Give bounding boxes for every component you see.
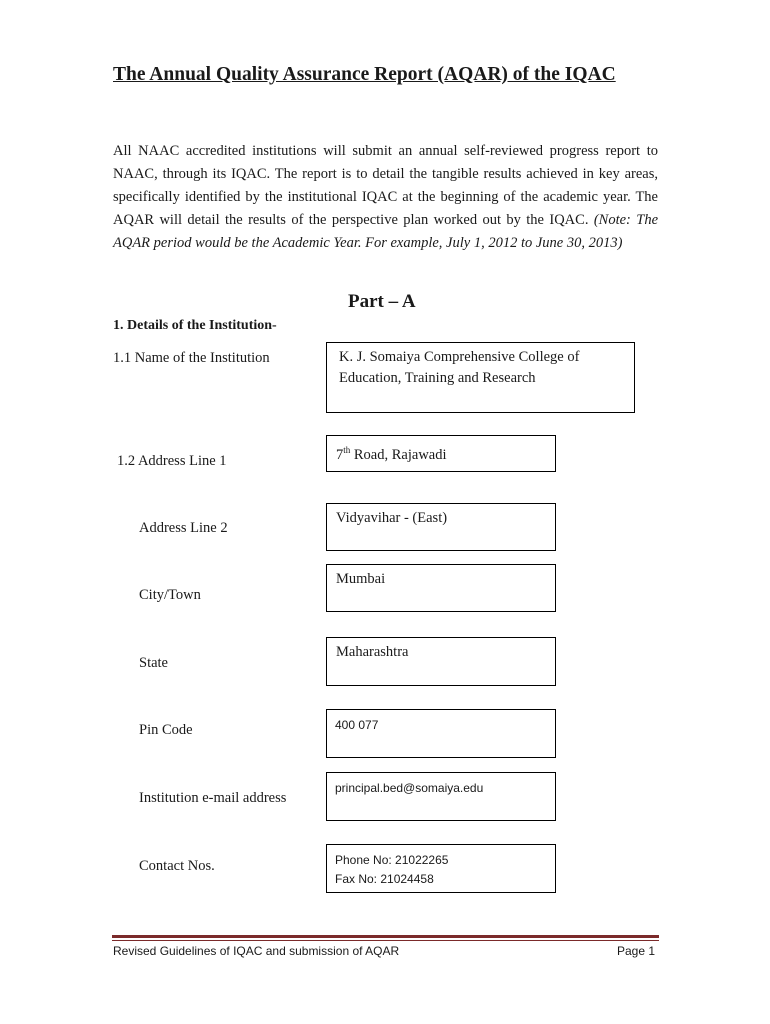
email-value: principal.bed@somaiya.edu	[335, 781, 484, 795]
pin-field[interactable]	[326, 709, 556, 758]
pin-value: 400 077	[335, 718, 379, 732]
city-label: City/Town	[139, 587, 201, 603]
address1-value: Road, Rajawadi	[350, 446, 447, 463]
address1-field[interactable]	[326, 435, 556, 472]
name-label: 1.1 Name of the Institution	[113, 350, 270, 366]
footer-rule-thin	[112, 940, 659, 941]
address1-suffix: th	[343, 445, 351, 455]
address1-number: 7	[336, 446, 344, 463]
city-value: Mumbai	[336, 571, 386, 587]
intro-text: All NAAC accredited institutions will submit an annual self-reviewed progress report to NAAC, through its IQAC. The report is to detail the tangible results achieved in key areas, specifically identified by the institutional IQAC at the beginning of the academic year. The AQAR will detail the results of the perspective plan worked out by the IQAC.	[113, 143, 658, 228]
contact-label: Contact Nos.	[139, 858, 215, 874]
email-field[interactable]	[326, 772, 556, 821]
contact-field[interactable]	[326, 844, 556, 893]
contact-fax: Fax No: 21024458	[335, 872, 434, 886]
pin-label: Pin Code	[139, 722, 193, 738]
name-value: K. J. Somaiya Comprehensive College of Education, Training and Research	[339, 349, 580, 386]
contact-phone: Phone No: 21022265	[335, 853, 449, 867]
email-label: Institution e-mail address	[139, 790, 287, 806]
footer-page-number: Page 1	[617, 944, 656, 958]
intro-paragraph	[113, 140, 658, 255]
section-heading: 1. Details of the Institution-	[113, 318, 277, 333]
address2-field[interactable]	[326, 503, 556, 551]
city-field[interactable]	[326, 564, 556, 612]
part-heading: Part – A	[348, 291, 416, 312]
footer-left: Revised Guidelines of IQAC and submission of AQAR	[113, 944, 400, 958]
footer-rule-thick	[112, 935, 659, 938]
state-field[interactable]	[326, 637, 556, 686]
document-title: The Annual Quality Assurance Report (AQAR) of the IQAC	[113, 64, 616, 85]
address2-value: Vidyavihar - (East)	[336, 510, 448, 526]
name-field[interactable]	[326, 342, 635, 413]
address2-label: Address Line 2	[139, 520, 228, 536]
address1-label: 1.2 Address Line 1	[117, 453, 227, 469]
state-value: Maharashtra	[336, 644, 409, 660]
state-label: State	[139, 655, 168, 671]
intro-note: (Note: The AQAR period would be the Academic Year. For example, July 1, 2012 to June 30, 2013)	[113, 212, 659, 251]
